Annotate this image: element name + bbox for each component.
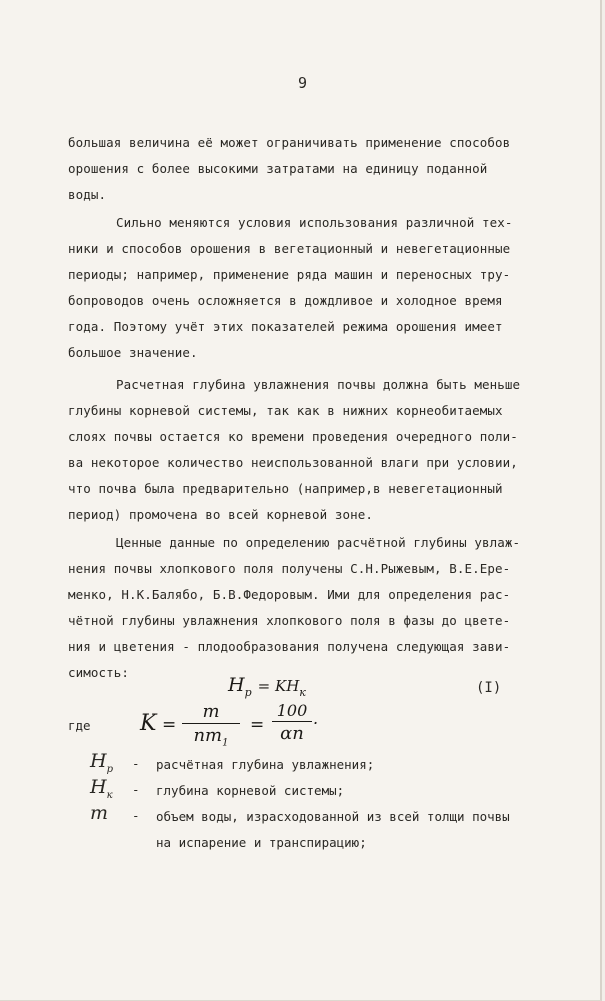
legend-description: объем воды, израсходованной из всей толщи почвы [156,809,510,824]
legend-row [90,778,530,804]
paragraph-4 [68,530,536,686]
text-line: орошения с более высокими затратами на единицу поданной [68,161,488,176]
legend-symbol: $H_p$ [90,750,113,775]
legend-description: расчётная глубина увлажнения; [156,757,375,772]
fraction-1-numerator: m [202,701,220,722]
fraction-bar [182,723,240,724]
text-line: Ценные данные по определению расчётной глубины увлаж- [116,535,521,550]
text-line: ники и способов орошения в вегетационный и невегетационные [68,241,511,256]
legend-dash: - [132,808,140,823]
formula-rhs-subscript: к [299,685,306,699]
fraction-2-numerator: 100 [276,701,308,720]
text-line: глубины корневой системы, так как в нижних корнеобитаемых [68,403,503,418]
text-line: большая величина её может ограничивать применение способов [68,135,511,150]
paragraph-2 [68,210,536,366]
legend-dash: - [132,782,140,797]
fraction-1 [182,701,240,749]
paragraph-1 [68,130,536,208]
text-line: Сильно меняются условия использования различной тех- [116,215,513,230]
page-number: 9 [297,74,308,92]
fraction-bar [272,721,312,722]
legend-row [90,804,550,856]
equals-sign: = [162,715,177,735]
equals-sign: = [250,715,265,735]
text-line: ва некоторое количество неиспользованной влаги при условии, [68,455,518,470]
equation-number: (I) [476,680,502,696]
formula-lhs: H [228,674,245,696]
fraction-2 [272,701,312,744]
where-label: где [68,718,91,733]
paragraph-3 [68,372,536,528]
legend-row [90,752,530,778]
text-line: воды. [68,187,107,202]
text-line: что почва была предварительно (например,в невегетационный [68,481,503,496]
text-line: периоды; например, применение ряда машин и переносных тру- [68,267,511,282]
period: . [313,709,319,728]
fraction-1-denominator: nm [193,725,223,746]
legend-symbol: m [90,802,109,824]
legend-description: на испарение и транспирацию; [156,835,367,850]
main-formula [228,674,306,699]
k-symbol: K [140,711,157,736]
legend-symbol: $H_к$ [90,776,113,801]
legend-description: глубина корневой системы; [156,783,345,798]
text-line: слоях почвы остается ко времени проведения очередного поли- [68,429,518,444]
text-line: Расчетная глубина увлажнения почвы должна быть меньше [116,377,521,392]
fraction-2-denominator: αn [280,723,304,744]
text-line: года. Поэтому учёт этих показателей режима орошения имеет [68,319,503,334]
formula-lhs-subscript: p [244,685,252,699]
text-line: чётной глубины увлажнения хлопкового поля в фазы до цвете- [68,613,511,628]
text-line: менко, Н.К.Балябо, Б.В.Федоровым. Ими для определения рас- [68,587,511,602]
text-line: большое значение. [68,345,198,360]
text-line: период) промочена во всей корневой зоне. [68,507,374,522]
formula-rhs: = KH [257,677,300,695]
text-line: симость: [68,665,130,680]
legend-dash: - [132,756,140,771]
fraction-1-subscript: 1 [222,737,229,749]
text-line: нения почвы хлопкового поля получены С.Н.Рыжевым, В.Е.Ере- [68,561,511,576]
text-line: ния и цветения - плодообразования получена следующая зави- [68,639,511,654]
text-line: бопроводов очень осложняется в дождливое и холодное время [68,293,503,308]
